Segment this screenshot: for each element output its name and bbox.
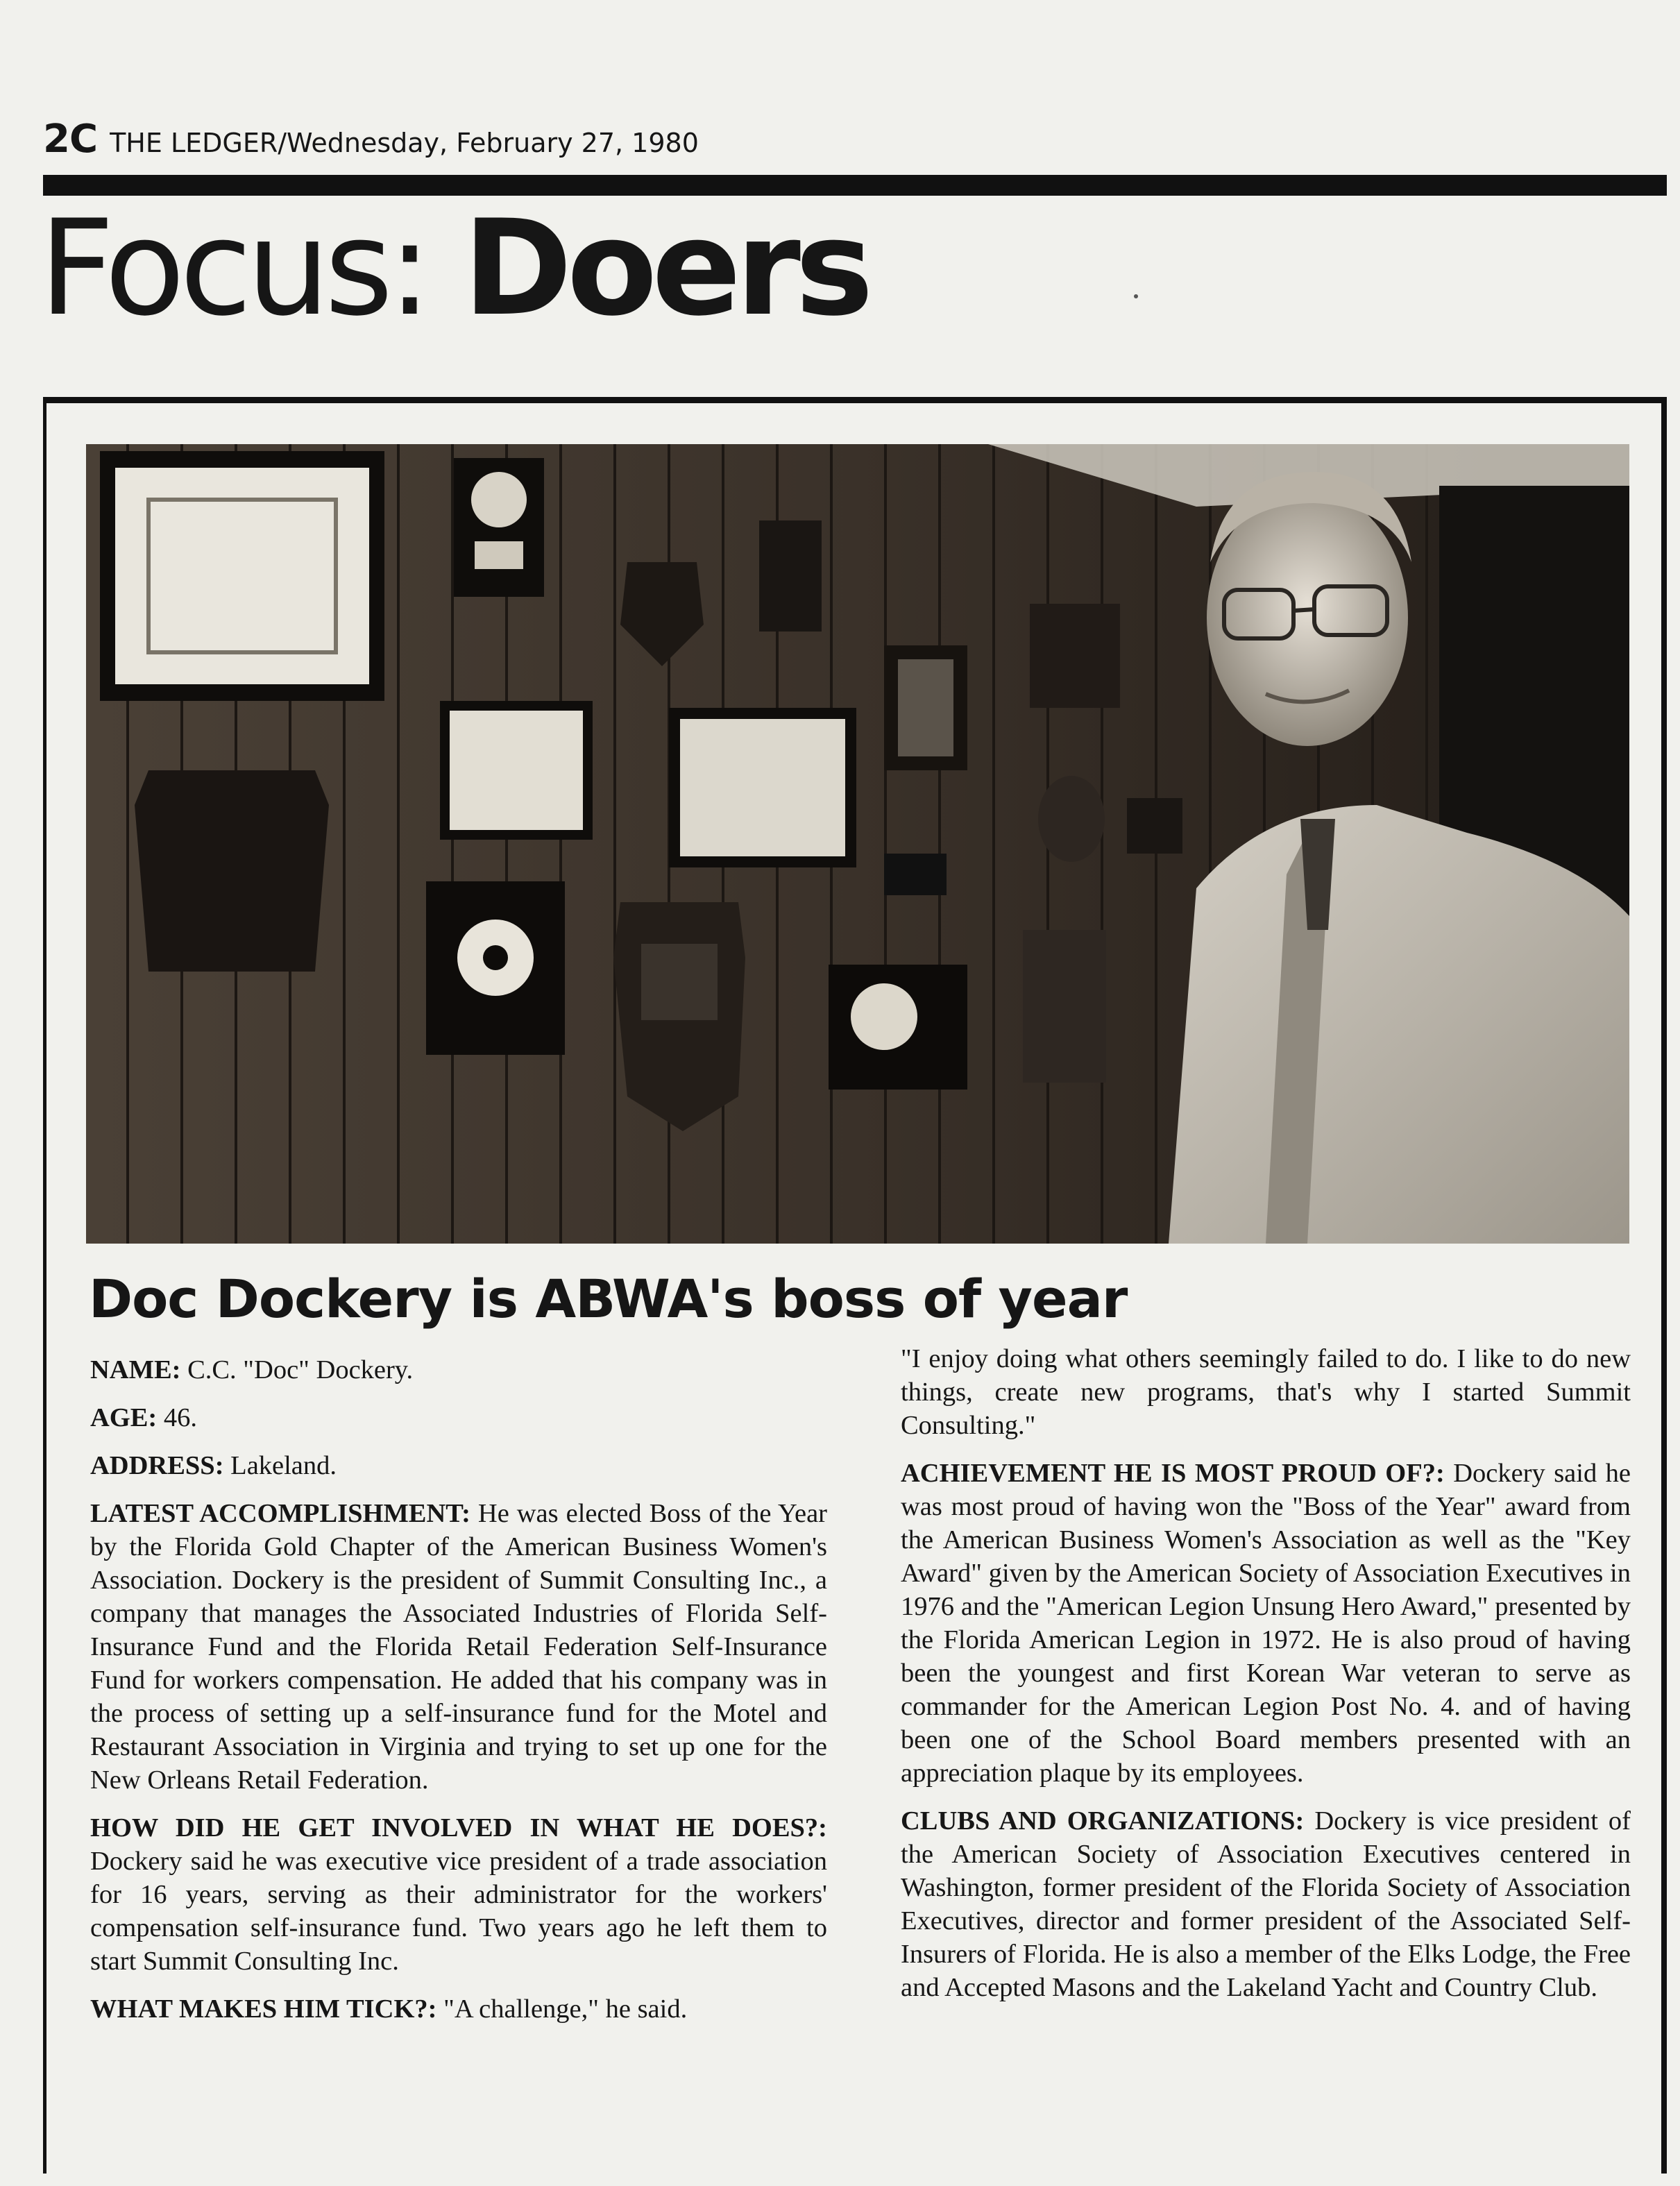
section-subject: Doers [463, 192, 868, 345]
article-paragraph [901, 1342, 1631, 1442]
article-paragraph [901, 1804, 1631, 2004]
section-label: Focus: [39, 192, 427, 345]
article-paragraph [90, 1449, 827, 1482]
publication-line: THE LEDGER/Wednesday, February 27, 1980 [110, 128, 699, 158]
paragraph-text: He was elected Boss of the Year by the Florida Gold Chapter of the American Business Women's Association. Dockery is the president of Summit Consulting Inc., a company that manages the Associated Industries of Florida Self-Insurance Fund and the Florida Retail Federation Self-Insurance Fund for workers compensation. He added that his company was in the process of setting up a self-insurance fund for the Motel and Restaurant Association in Virginia and trying to set up one for the New Orleans Retail Federation. [90, 1499, 827, 1795]
print-speck [1134, 294, 1138, 298]
article-paragraph [90, 1353, 827, 1387]
box-top-rule [43, 397, 1667, 403]
photo-illustration [86, 444, 1629, 1244]
paragraph-text: Lakeland. [223, 1451, 337, 1480]
article-title: Doc Dockery is ABWA's boss of year [89, 1268, 1128, 1330]
article-paragraph [90, 1401, 827, 1434]
paragraph-text: Dockery is vice president of the American Society of Association Executives centered in Washington, former president of the Florida Society of Association Executives, director and former president of the Associated Self-Insurers of Florida. He is also a member of the Elks Lodge, the Free and Accepted Masons and the Lakeland Yacht and Country Club. [901, 1806, 1631, 2002]
paragraph-label: WHAT MAKES HIM TICK?: [90, 1994, 437, 2024]
box-left-rule [43, 397, 46, 2174]
article-paragraph [901, 1457, 1631, 1790]
article-paragraph [90, 1811, 827, 1978]
paragraph-text: Dockery said he was most proud of having won the "Boss of the Year" award from the American Business Women's Association as well as the "Key Award" given by the American Society of Association Executives in 1976 and the "American Legion Unsung Hero Award," presented by the Florida American Legion in 1972. He is also proud of having been the youngest and first Korean War veteran to serve as commander for the American Legion Post No. 4. and of having been one of the School Board members presented with an appreciation plaque by its employees. [901, 1459, 1631, 1788]
masthead [43, 117, 699, 165]
paragraph-text: 46. [157, 1403, 197, 1432]
paragraph-label: CLUBS AND ORGANIZATIONS: [901, 1806, 1305, 1836]
article-photo [86, 444, 1629, 1244]
paragraph-text: Dockery said he was executive vice president of a trade association for 16 years, serving as their administrator for the workers' compensation self-insurance fund. Two years ago he left them to start Summit Consulting Inc. [90, 1847, 827, 1976]
paragraph-label: NAME: [90, 1355, 181, 1384]
box-right-rule [1661, 397, 1667, 2174]
section-headline [39, 192, 868, 345]
paragraph-label: ACHIEVEMENT HE IS MOST PROUD OF?: [901, 1459, 1445, 1488]
article-right-column [901, 1342, 1631, 2019]
article-paragraph [90, 1992, 827, 2026]
article-left-column [90, 1353, 827, 2040]
paragraph-label: HOW DID HE GET INVOLVED IN WHAT HE DOES?: [90, 1813, 827, 1842]
page-number: 2C [43, 117, 98, 162]
paragraph-text: C.C. "Doc" Dockery. [180, 1355, 414, 1384]
paragraph-text: "A challenge," he said. [436, 1994, 688, 2024]
paragraph-text: "I enjoy doing what others seemingly failed to do. I like to do new things, create new programs, that's why I started Summit Consulting." [901, 1344, 1631, 1440]
paragraph-label: ADDRESS: [90, 1451, 224, 1480]
paragraph-label: AGE: [90, 1403, 158, 1432]
article-paragraph [90, 1497, 827, 1797]
paragraph-label: LATEST ACCOMPLISHMENT: [90, 1499, 470, 1528]
